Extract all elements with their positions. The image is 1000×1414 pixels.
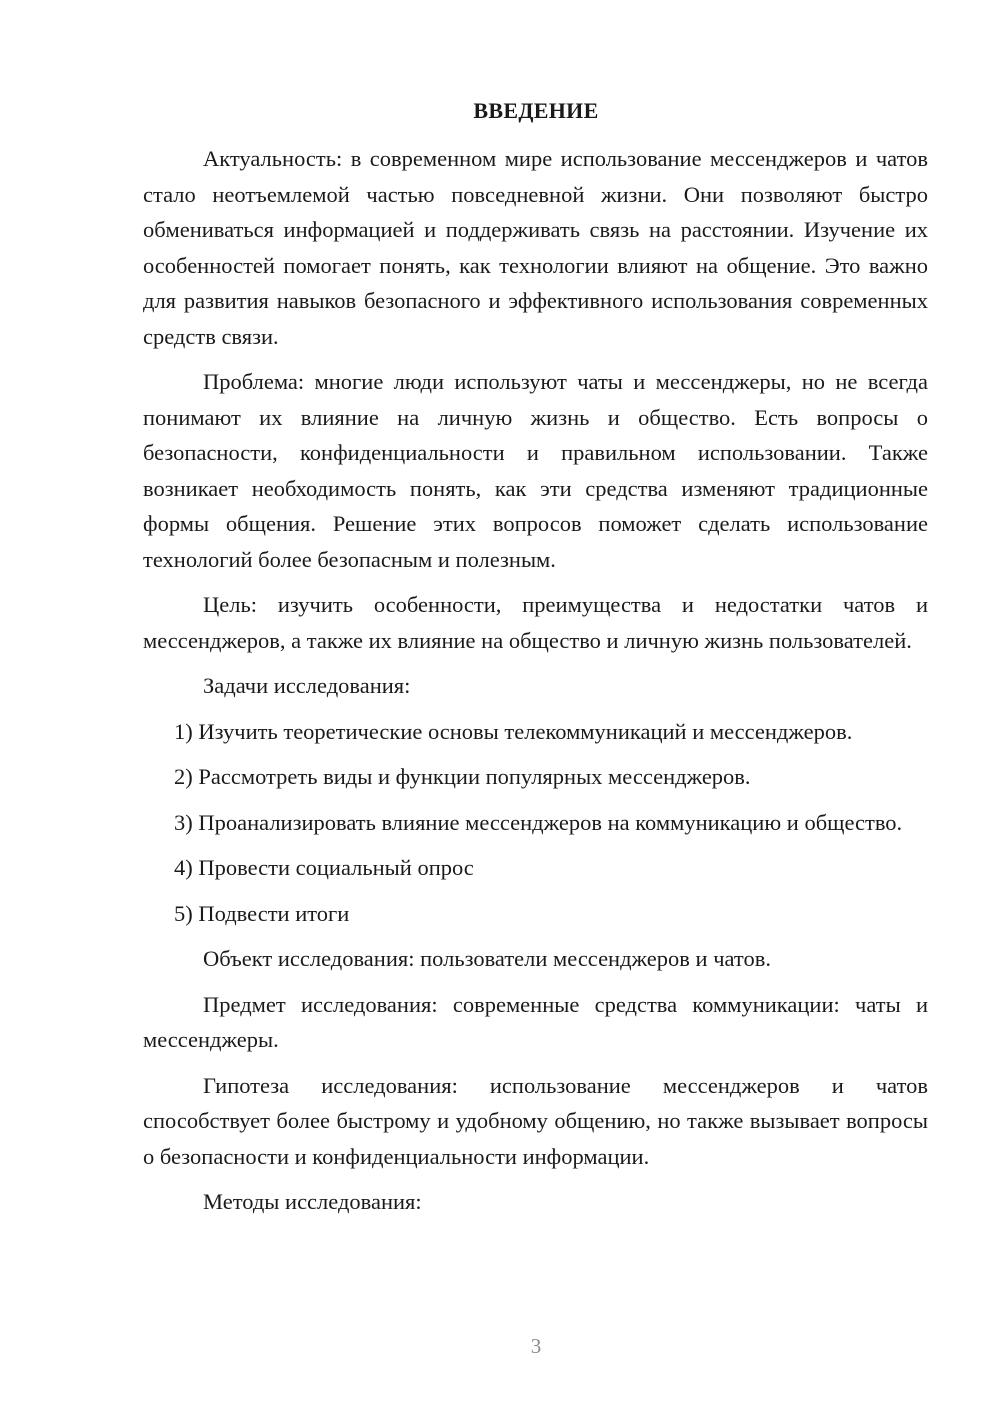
paragraph-problem: Проблема: многие люди используют чаты и мессенджеры, но не всегда понимают их влияние на личную жизнь и общество. Есть вопросы о безопасности, конфиденциальности и правильном использовании. Также возникает необходимость понять, как эти средства изменяют традиционные формы общения. Решение этих вопросов поможет сделать использование технологий более безопасным и полезным.	[143, 369, 928, 572]
paragraph-methods-heading: Методы исследования:	[203, 1189, 422, 1214]
list-item-task-3: 3) Проанализировать влияние мессенджеров на коммуникацию и общество.	[174, 809, 903, 835]
paragraph-goal: Цель: изучить особенности, преимущества и недостатки чатов и мессенджеров, а также их влияние на общество и личную жизнь пользователей.	[143, 592, 928, 653]
paragraph-subject: Предмет исследования: современные средства коммуникации: чаты и мессенджеры.	[143, 991, 928, 1052]
paragraph-hypothesis: Гипотеза исследования: использование мессенджеров и чатов способствует более быстрому и удобному общению, но также вызывает вопросы о безопасности и конфиденциальности информации.	[143, 1072, 928, 1169]
list-item-task-2: 2) Рассмотреть виды и функции популярных мессенджеров.	[174, 764, 751, 789]
list-item-task-1: 1) Изучить теоретические основы телекоммуникаций и мессенджеров.	[174, 718, 853, 744]
section-heading: ВВЕДЕНИЕ	[473, 98, 599, 123]
paragraph-relevance: Актуальность: в современном мире использование мессенджеров и чатов стало неотъемлемой частью повседневной жизни. Они позволяют быстро обмениваться информацией и поддерживать связь на расстоянии. Изучение их особенностей помогает понять, как технологии влияют на общение. Это важно для развития навыков безопасного и эффективного использования современных средств связи.	[143, 146, 928, 349]
paragraph-object: Объект исследования: пользователи мессенджеров и чатов.	[203, 946, 771, 971]
page-number: 3	[530, 1334, 542, 1358]
body-text	[143, 141, 928, 1230]
list-item-task-4: 4) Провести социальный опрос	[174, 855, 474, 880]
paragraph-tasks-heading: Задачи исследования:	[203, 673, 411, 698]
list-item-task-5: 5) Подвести итоги	[174, 900, 350, 926]
